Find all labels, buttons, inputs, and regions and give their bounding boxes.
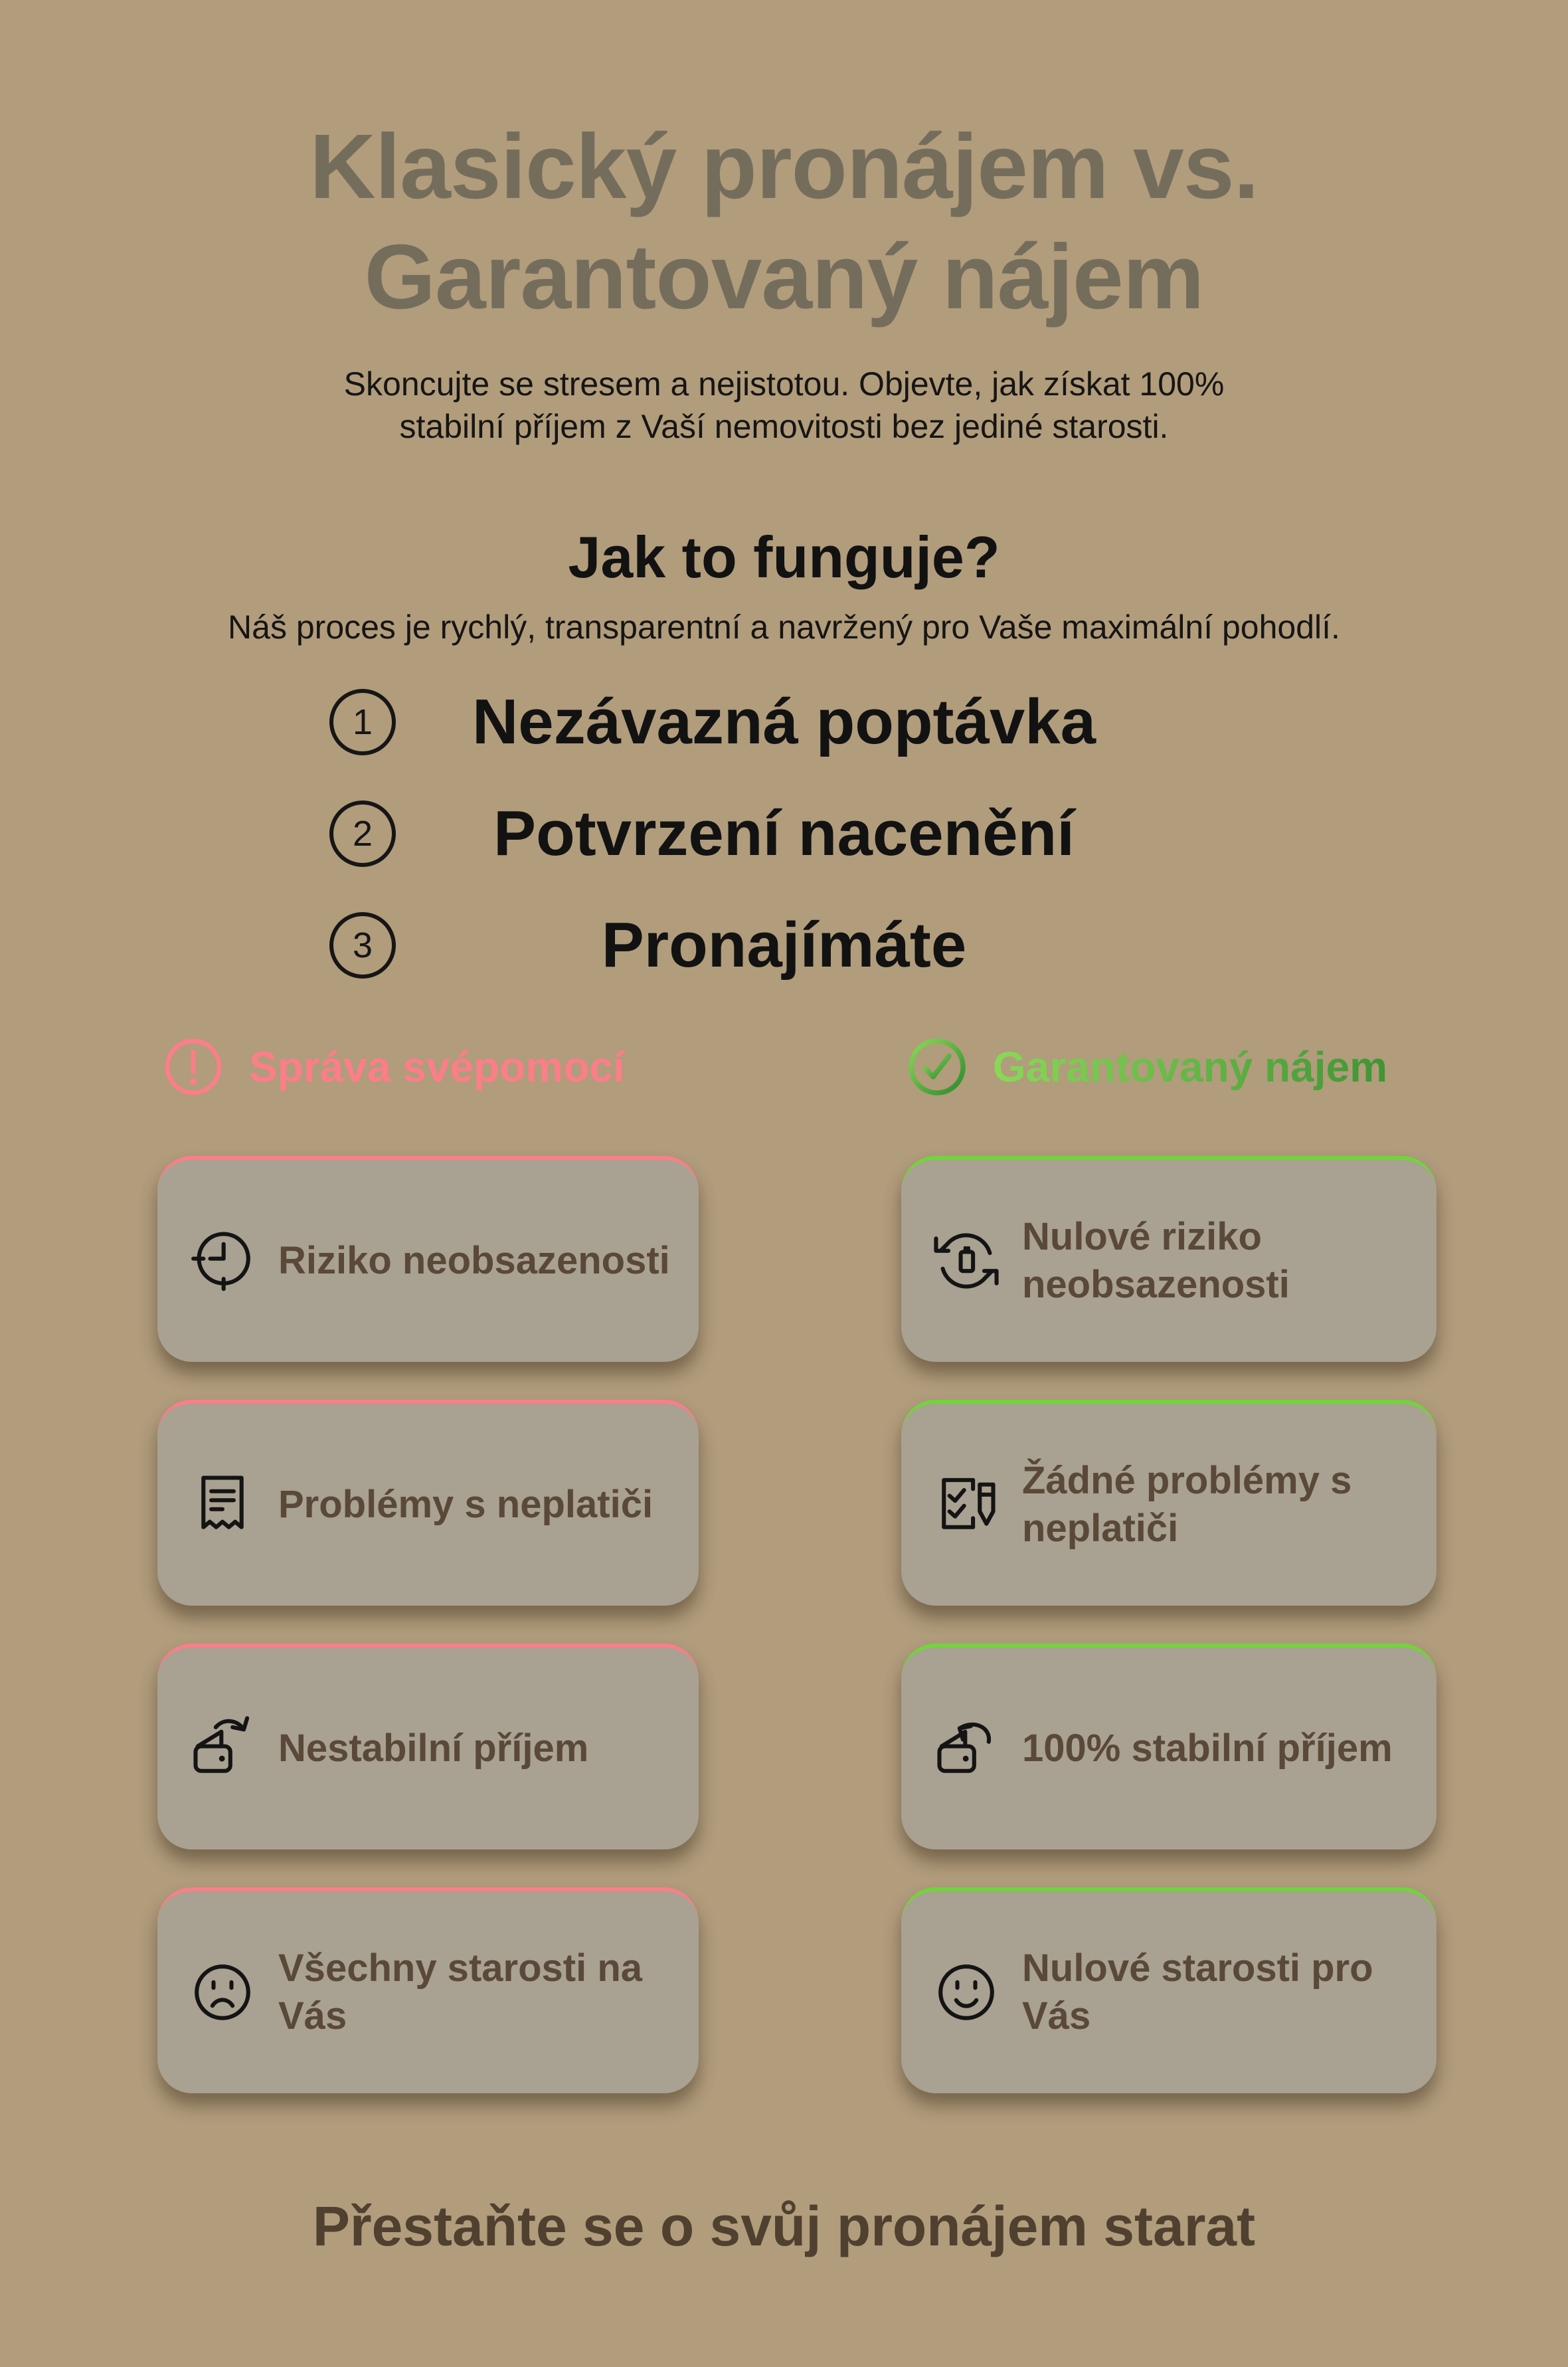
page-title (0, 112, 1568, 332)
comparison-section (0, 1035, 1568, 2093)
renewal-icon (930, 1225, 1002, 1297)
card-nestabilni-prijem (157, 1644, 699, 1849)
footer-heading: Přestaňte se o svůj pronájem starat (312, 2195, 1256, 2257)
sad-face-icon (187, 1956, 258, 2028)
page-subtitle-line2: stabilní příjem z Vaší nemovitosti bez jediné starosti. (399, 408, 1169, 445)
check-circle-icon (905, 1035, 969, 1099)
card-stabilni-prijem (901, 1644, 1437, 1849)
card-label: Žádné problémy s neplatiči (1022, 1459, 1352, 1550)
steps-list (0, 684, 1568, 983)
left-column-title: Správa svépomocí (249, 1042, 625, 1091)
step-label: Potvrzení nacenění (493, 798, 1075, 869)
step-number-badge: 3 (329, 912, 396, 979)
card-label: Riziko neobsazenosti (278, 1239, 670, 1282)
comparison-headers (157, 1035, 1568, 1099)
page-subtitle (0, 363, 1568, 448)
card-label: Všechny starosti na Vás (278, 1946, 642, 2037)
card-label: Nestabilní příjem (278, 1727, 589, 1770)
card-problemy-neplatici (157, 1400, 699, 1606)
card-zadne-problemy (901, 1400, 1437, 1606)
card-nulove-riziko (901, 1156, 1437, 1362)
happy-face-icon (930, 1956, 1002, 2028)
step-number-badge: 1 (329, 689, 396, 755)
checklist-pencil-icon (930, 1469, 1002, 1541)
right-column-header (901, 1035, 1437, 1099)
how-it-works-heading: Jak to funguje? (568, 524, 1000, 590)
how-it-works-subheading: Náš proces je rychlý, transparentní a navržený pro Vaše maximální pohodlí. (228, 609, 1340, 646)
card-label: 100% stabilní příjem (1022, 1727, 1393, 1770)
comparison-cards-grid (157, 1156, 1568, 2093)
card-label: Problémy s neplatiči (278, 1483, 653, 1526)
card-nulove-starosti (901, 1887, 1437, 2093)
page-title-line2: Garantovaný nájem (364, 226, 1204, 328)
page-title-line1: Klasický pronájem vs. (309, 116, 1259, 218)
right-column-title: Garantovaný nájem (993, 1042, 1387, 1091)
card-riziko-neobsazenosti (157, 1156, 699, 1362)
alert-circle-icon (161, 1035, 225, 1099)
clock-icon (187, 1225, 258, 1297)
step-row-1 (0, 684, 1568, 760)
footer-section (0, 2194, 1568, 2258)
receipt-icon (187, 1469, 258, 1541)
hero-section (0, 0, 1568, 448)
wallet-out-icon (187, 1713, 258, 1784)
wallet-in-icon (930, 1713, 1002, 1784)
card-vsechny-starosti (157, 1887, 699, 2093)
step-row-2 (0, 796, 1568, 872)
how-it-works-section (0, 525, 1568, 983)
card-label: Nulové starosti pro Vás (1022, 1946, 1373, 2037)
step-row-3 (0, 907, 1568, 983)
step-number-badge: 2 (329, 801, 396, 867)
left-column-header (157, 1035, 699, 1099)
page-subtitle-line1: Skoncujte se stresem a nejistotou. Objevte, jak získat 100% (343, 365, 1225, 403)
card-label: Nulové riziko neobsazenosti (1022, 1215, 1290, 1306)
step-label: Nezávazná poptávka (472, 686, 1096, 757)
step-label: Pronajímáte (601, 909, 967, 981)
